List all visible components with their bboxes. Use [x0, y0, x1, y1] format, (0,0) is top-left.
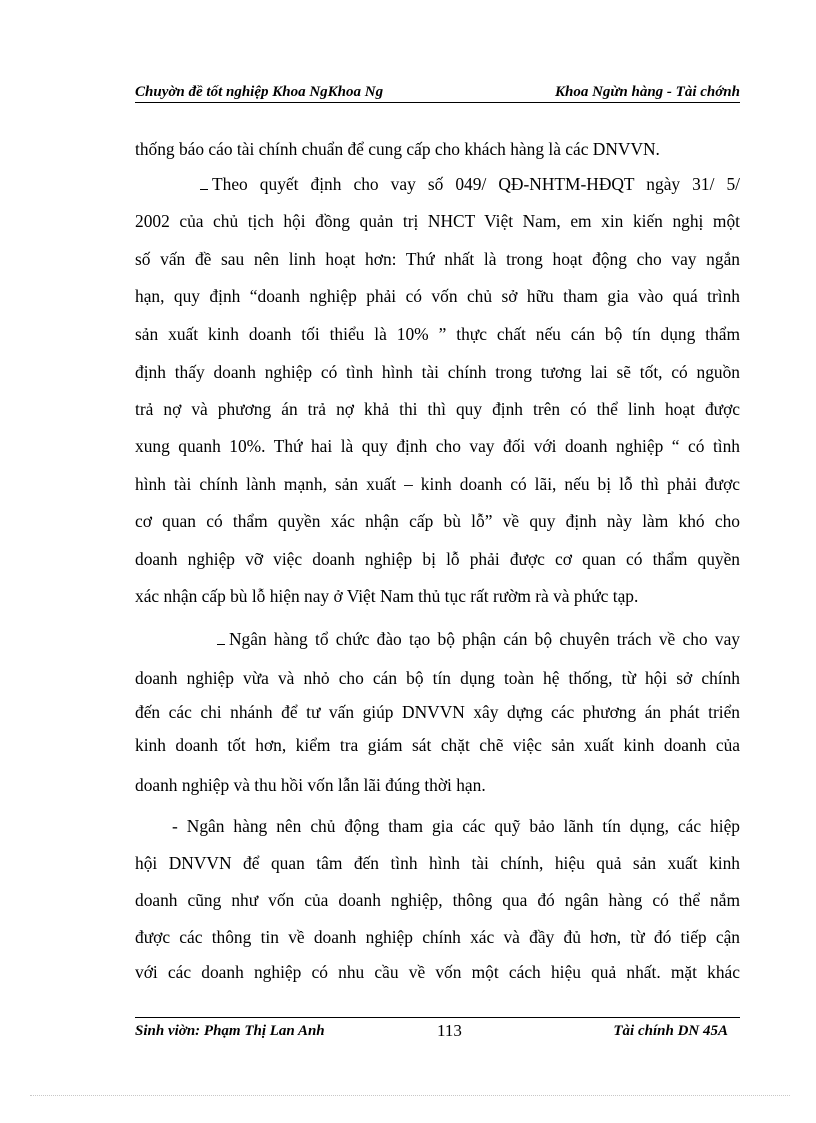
- text-line: hình tài chính lành mạnh, sản xuất – kinh doanh có lãi, nếu bị lỗ thì phải được: [135, 474, 740, 494]
- text-line: [200, 173, 740, 195]
- header-title: Chuyờn đề tốt nghiệp Khoa NgKhoa Ng: [135, 84, 384, 100]
- page-footer: [135, 1021, 740, 1043]
- footer-rule: [135, 1017, 740, 1018]
- text-line: hạn, quy định “doanh nghiệp phải có vốn chủ sở hữu tham gia vào quá trình: [135, 286, 740, 306]
- text-line-content: Theo quyết định cho vay số 049/ QĐ-NHTM-HĐQT ngày 31/ 5/: [212, 174, 740, 194]
- text-line: xác nhận cấp bù lỗ hiện nay ở Việt Nam thủ tục rất rườm rà và phức tạp.: [135, 586, 639, 606]
- text-line: sản xuất kinh doanh tối thiểu là 10% ” thực chất nếu cán bộ tín dụng thẩm: [135, 324, 740, 344]
- bullet-dash: [217, 630, 225, 645]
- text-line: doanh cũng như vốn của doanh nghiệp, thông qua đó ngân hàng có thể nắm: [135, 890, 740, 910]
- text-line: - Ngân hàng nên chủ động tham gia các quỹ bảo lãnh tín dụng, các hiệp: [172, 816, 740, 836]
- bullet-dash: [200, 175, 208, 190]
- footer-student: Sinh viờn: Phạm Thị Lan Anh: [135, 1023, 325, 1039]
- text-line-content: Ngân hàng tổ chức đào tạo bộ phận cán bộ chuyên trách về cho vay: [229, 629, 740, 649]
- page-number: 113: [437, 1021, 462, 1040]
- text-line: với các doanh nghiệp có nhu cầu về vốn một cách hiệu quả nhất. mặt khác: [135, 962, 740, 982]
- text-line: trả nợ và phương án trả nợ khả thi thì quy định trên có thể linh hoạt được: [135, 399, 740, 419]
- text-line: doanh nghiệp vừa và nhỏ cho cán bộ tín dụng toàn hệ thống, từ hội sở chính: [135, 668, 740, 688]
- text-line: thống báo cáo tài chính chuẩn để cung cấp cho khách hàng là các DNVVN.: [135, 139, 660, 159]
- text-line: 2002 của chủ tịch hội đồng quản trị NHCT Việt Nam, em xin kiến nghị một: [135, 211, 740, 231]
- text-line: doanh nghiệp vỡ việc doanh nghiệp bị lỗ phải được cơ quan có thẩm quyền: [135, 549, 740, 569]
- text-line: được các thông tin về doanh nghiệp chính xác và đầy đủ hơn, từ đó tiếp cận: [135, 927, 740, 947]
- text-line: số vấn đề sau nên linh hoạt hơn: Thứ nhất là trong hoạt động cho vay ngắn: [135, 249, 740, 269]
- text-line: kinh doanh tốt hơn, kiểm tra giám sát chặt chẽ việc sản xuất kinh doanh của: [135, 735, 740, 755]
- header-department: Khoa Ngừn hàng - Tài chớnh: [554, 84, 740, 100]
- text-line: doanh nghiệp và thu hồi vốn lẫn lãi đúng thời hạn.: [135, 775, 486, 795]
- text-line: cơ quan có thẩm quyền xác nhận cấp bù lỗ” về quy định này làm khó cho: [135, 511, 740, 531]
- text-line: xung quanh 10%. Thứ hai là quy định cho vay đối với doanh nghiệp “ có tình: [135, 436, 740, 456]
- page-edge-divider: [30, 1095, 790, 1096]
- text-line: đến các chi nhánh để tư vấn giúp DNVVN xây dựng các phương án phát triển: [135, 702, 740, 722]
- text-line: hội DNVVN để quan tâm đến tình hình tài chính, hiệu quả sản xuất kinh: [135, 853, 740, 873]
- header-rule: [135, 102, 740, 103]
- text-line: định thấy doanh nghiệp có tình hình tài chính trong tương lai sẽ tốt, có nguồn: [135, 362, 740, 382]
- text-line: [217, 628, 740, 650]
- footer-class: Tài chính DN 45A: [613, 1023, 728, 1039]
